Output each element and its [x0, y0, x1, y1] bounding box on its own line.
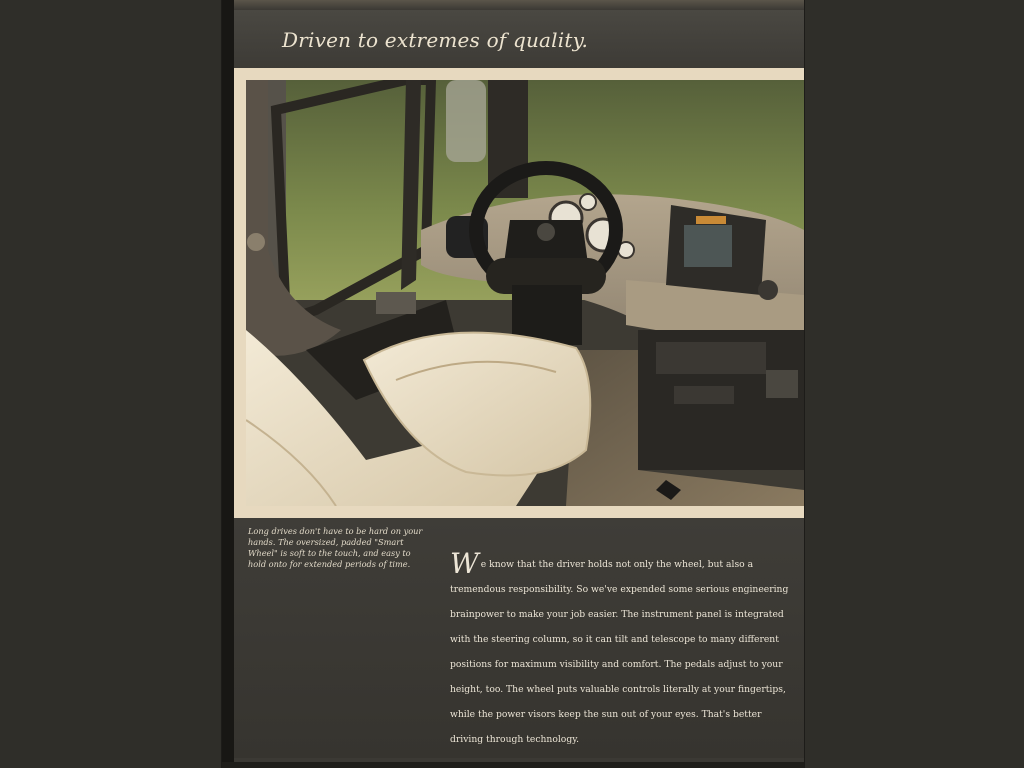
cockpit-photo — [246, 80, 804, 506]
center-stack — [638, 330, 804, 470]
page-binding-edge — [222, 0, 234, 768]
mirror-icon — [446, 80, 486, 162]
header-band — [234, 10, 804, 68]
page-bottom-edge — [222, 762, 804, 768]
body-copy — [450, 547, 790, 752]
nav-console — [666, 205, 778, 300]
page-headline: Driven to extremes of quality. — [282, 28, 589, 52]
drop-cap: W — [450, 547, 479, 580]
brochure-page — [222, 0, 804, 768]
cockpit-illustration — [246, 80, 804, 506]
photo-caption: Long drives don't have to be hard on your hands. The oversized, padded "Smart Wheel" is soft to the touch, and easy to hold onto for extended periods of time. — [248, 526, 423, 569]
navigation-screen — [684, 225, 732, 267]
body-text: e know that the driver holds not only the wheel, but also a tremendous responsibility. So we've expended some serious engineering brainpower to make your job easier. The instrument panel is integrated with the steering column, so it can tilt and telescope to many different positions for maximum visibility and comfort. The pedals adjust to your height, too. The wheel puts valuable controls literally at your fingertips, while the power visors keep the sun out of your eyes. That's better driving through technology. — [450, 559, 789, 745]
page-top-edge — [222, 0, 804, 10]
